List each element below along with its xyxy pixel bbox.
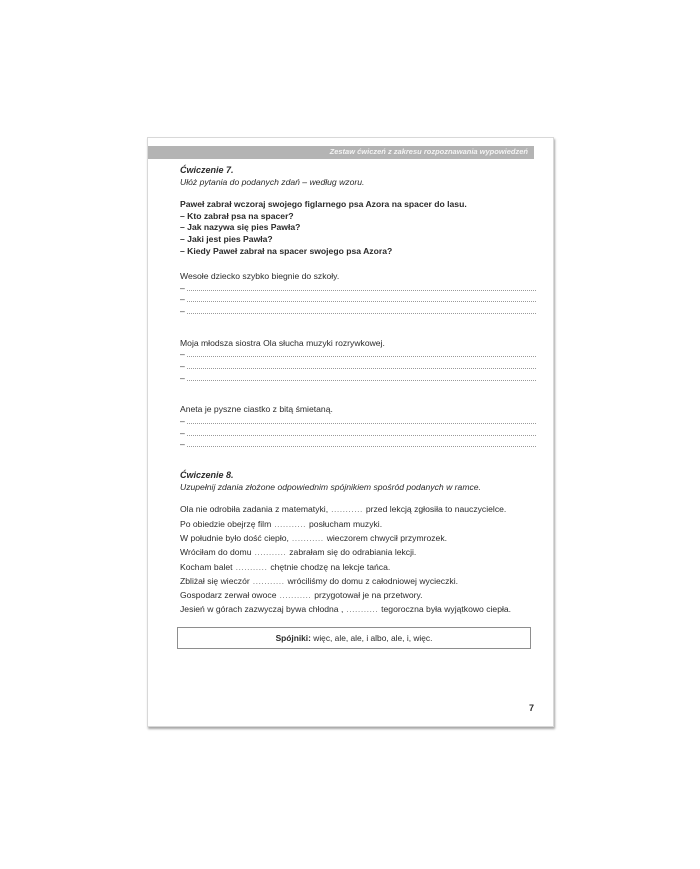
example-question: – Jak nazywa się pies Pawła?	[180, 222, 301, 233]
fill-sentence: W południe było dość ciepło, ........... wieczorem chwycił przymrozek.	[180, 532, 448, 543]
fill-sentence: Wróciłam do domu ........... zabrałam się do odrabiania lekcji.	[180, 547, 417, 558]
answer-line[interactable]: –	[180, 349, 536, 361]
conjunctions-label: Spójniki:	[275, 632, 311, 643]
page-number: 7	[528, 703, 534, 713]
blank-field[interactable]: ...........	[331, 504, 363, 515]
answer-line[interactable]: –	[180, 361, 536, 373]
example-question: – Kto zabrał psa na spacer?	[180, 210, 294, 221]
blank-field[interactable]: ...........	[252, 575, 285, 586]
blank-field[interactable]: ...........	[279, 590, 312, 601]
exercise-8-instruction: Uzupełnij zdania złożone odpowiednim spójnikiem spośród podanych w ramce.	[180, 481, 481, 492]
answer-line[interactable]: –	[180, 439, 536, 451]
conjunctions-box	[177, 627, 531, 649]
fill-sentence: Gospodarz zerwał owoce ........... przygotował je na przetwory.	[180, 590, 423, 601]
conjunctions-list: więc, ale, ale, i albo, ale, i, więc.	[313, 632, 433, 643]
blank-field[interactable]: ...........	[274, 518, 307, 529]
exercise-7-instruction: Ułóż pytania do podanych zdań – według wzoru.	[180, 176, 365, 187]
example-question: – Kiedy Paweł zabrał na spacer swojego psa Azora?	[180, 245, 393, 256]
exercise-8-sentences	[180, 502, 536, 616]
exercise-7-title: Ćwiczenie 7.	[180, 165, 234, 175]
fill-sentence: Zbliżał się wieczór ........... wróciliśmy do domu z całodniowej wycieczki.	[180, 575, 458, 586]
fill-sentence: Ola nie odrobiła zadania z matematyki, ........... przed lekcją zgłosiła to nauczycielce.	[180, 504, 507, 515]
task-sentence: Moja młodsza siostra Ola słucha muzyki rozrywkowej.	[180, 337, 385, 348]
blank-field[interactable]: ...........	[235, 561, 268, 572]
fill-sentence: Po obiedzie obejrzę film ........... posłucham muzyki.	[180, 518, 383, 529]
task-sentence: Aneta je pyszne ciastko z bitą śmietaną.	[180, 404, 333, 415]
blank-field[interactable]: ...........	[254, 547, 287, 558]
blank-field[interactable]: ...........	[346, 604, 379, 615]
running-header	[148, 146, 534, 159]
example-sentence: Paweł zabrał wczoraj swojego figlarnego psa Azora na spacer do lasu.	[180, 199, 467, 210]
running-title: Zestaw ćwiczeń z zakresu rozpoznawania wypowiedzeń	[329, 147, 528, 156]
blank-field[interactable]: ...........	[291, 532, 324, 543]
answer-line[interactable]: –	[180, 373, 536, 385]
page-content	[180, 165, 536, 649]
task-sentence: Wesołe dziecko szybko biegnie do szkoły.	[180, 271, 340, 282]
example-question: – Jaki jest pies Pawła?	[180, 233, 273, 244]
fill-sentence: Kocham balet ........... chętnie chodzę na lekcje tańca.	[180, 561, 391, 572]
answer-line[interactable]: –	[180, 306, 536, 318]
answer-line[interactable]: –	[180, 283, 536, 295]
answer-line[interactable]: –	[180, 294, 536, 306]
answer-line[interactable]: –	[180, 428, 536, 440]
exercise-8-title: Ćwiczenie 8.	[180, 470, 234, 481]
answer-line[interactable]: –	[180, 416, 536, 428]
fill-sentence: Jesień w górach zazwyczaj bywa chłodna , ........... tegoroczna była wyjątkowo ciepła.	[180, 604, 512, 615]
workbook-page	[147, 137, 554, 727]
